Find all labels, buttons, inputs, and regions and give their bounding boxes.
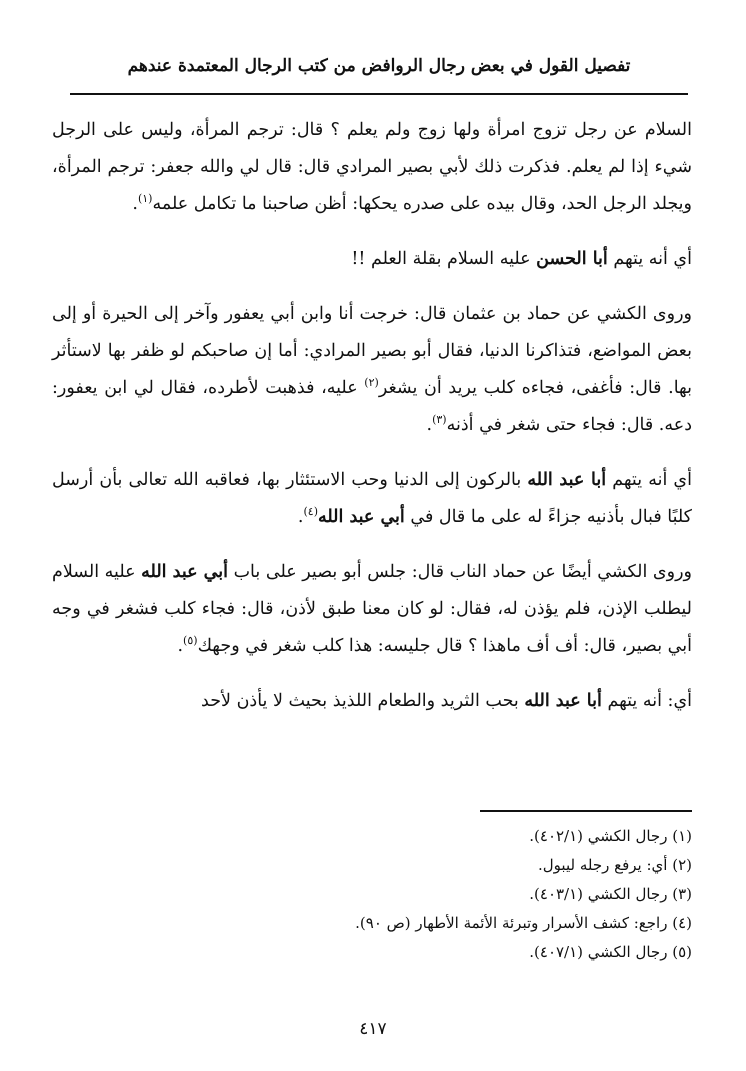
text-segment: السلام عن رجل تزوج امرأة ولها زوج ولم يعلم ؟ قال: ترجم المرأة، وليس على الرجل شيء إذا لم يعلم. فذكرت ذلك لأبي بصير المرادي قال: قال لي والله جعفر: ترجم المرأة، ويجلد الرجل الحد، وقال بيده على صدره يحكها: أظن صاحبنا ما تكامل علمه (52, 120, 692, 214)
footnote: (٣) رجال الكشي (٤٠٣/١). (529, 885, 692, 903)
paragraph (52, 554, 692, 665)
emphasized-name: أبا عبد الله (524, 691, 602, 711)
footnote-reference: (٢) (364, 376, 379, 390)
header-rule (70, 93, 688, 95)
text-segment: بالركون إلى الدنيا وحب الاستئثار بها، فعاقبه الله تعالى بأن أرسل كلبًا فبال بأذنيه جزاءً له على ما قال في (52, 470, 692, 527)
footnotes (52, 822, 692, 967)
emphasized-name: أبي عبد الله (318, 507, 405, 527)
text-segment: عليه السلام ليطلب الإذن، فلم يؤذن له، فقال: لو كان معنا طبق لأذن، قال: فجاء كلب فشغر في وجه أبي بصير، قال: أف أف ماهذا ؟ قال جليسه: هذا كلب شغر في وجهك (52, 562, 692, 656)
text-segment: عليه السلام بقلة العلم !! (351, 249, 537, 269)
paragraph (52, 112, 692, 223)
footnote: (٥) رجال الكشي (٤٠٧/١). (529, 943, 692, 961)
emphasized-name: أبي عبد الله (141, 562, 228, 582)
footnote-rule (480, 810, 692, 812)
text-segment: أي أنه يتهم (607, 249, 692, 269)
text-segment: بحب الثريد والطعام اللذيذ بحيث لا يأذن لأحد (201, 691, 525, 711)
text-segment: . (426, 415, 433, 435)
footnote: (٤) راجع: كشف الأسرار وتبرئة الأئمة الأطهار (ص ٩٠). (355, 914, 692, 932)
paragraph (52, 462, 692, 536)
text-segment: أي: أنه يتهم (601, 691, 692, 711)
footnote-reference: (٥) (183, 634, 198, 648)
text-segment: وروى الكشي أيضًا عن حماد الناب قال: جلس أبو بصير على باب (228, 562, 692, 582)
emphasized-name: أبا الحسن (536, 249, 608, 269)
text-segment: . (297, 507, 304, 527)
running-head: تفصيل القول في بعض رجال الروافض من كتب الرجال المعتمدة عندهم (127, 56, 631, 76)
paragraph (52, 683, 692, 720)
text-segment: أي أنه يتهم (606, 470, 692, 490)
emphasized-name: أبا عبد الله (527, 470, 607, 490)
footnote-reference: (٤) (303, 505, 318, 519)
footnote-reference: (١) (137, 192, 153, 206)
footnote: (٢) أي: يرفع رجله ليبول. (538, 856, 692, 874)
paragraph (52, 296, 692, 444)
text-segment: وروى الكشي عن حماد بن عثمان قال: خرجت أنا وابن أبي يعفور وآخر إلى الحيرة أو إلى بعض المواضع، فتذاكرنا الدنيا، فقال أبو بصير المرادي: أما إن صاحبكم لو ظفر بها لاستأثر بها. قال: فأغفى، فجاءه كلب يريد أن يشغر (52, 304, 692, 398)
footnote-reference: (٣) (432, 413, 447, 427)
page-number: ٤١٧ (359, 1019, 387, 1039)
footnote: (١) رجال الكشي (٤٠٢/١). (529, 827, 692, 845)
text-segment: . (177, 636, 184, 656)
body-text (52, 112, 692, 738)
text-segment: . (132, 194, 138, 214)
text-segment: عليه، فذهبت لأطرده، فقال لي ابن يعفور: دعه. قال: فجاء حتى شغر في أذنه (52, 378, 692, 435)
paragraph (52, 241, 692, 278)
